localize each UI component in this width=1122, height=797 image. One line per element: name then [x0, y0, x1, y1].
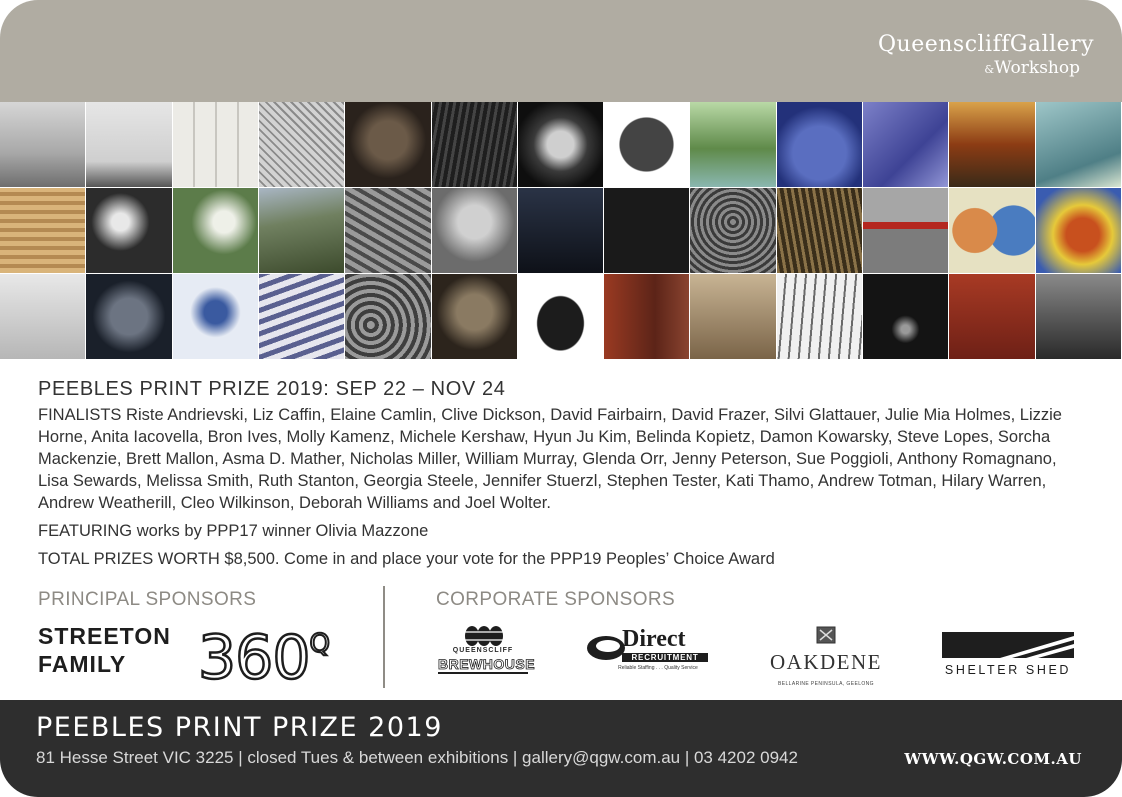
- prize-info: [38, 376, 1088, 570]
- artwork-tile-birds-over-towers: [86, 102, 172, 188]
- artwork-tile-blue-arched-window: [777, 102, 863, 188]
- artwork-tile-foliage-texture: [345, 274, 431, 360]
- artwork-tile-owl-close-up: [432, 274, 518, 360]
- footer-title: PEEBLES PRINT PRIZE 2019: [36, 712, 443, 743]
- streeton-line2: FAMILY: [38, 651, 127, 677]
- artwork-tile-red-brown-texture: [604, 274, 690, 360]
- brewhouse-top-text: QUEENSCLIFF: [452, 647, 514, 654]
- direct-tagline: Reliable Staffing . . . Quality Service: [618, 665, 698, 671]
- artwork-tile-circular-faces: [949, 188, 1035, 274]
- featuring-text: works by PPP17 winner Olivia Mazzone: [136, 522, 429, 540]
- artwork-tile-wood-grain-clouds: [0, 188, 86, 274]
- direct-swoosh-icon: [586, 632, 626, 664]
- artwork-tile-black-vase-bird: [518, 274, 604, 360]
- logo-line1: QueenscliffGallery: [878, 32, 1095, 57]
- footer-address: 81 Hesse Street VIC 3225 | closed Tues & between exhibitions | gallery@qgw.com.au | 03 4202 0942: [36, 748, 798, 767]
- direct-sub-text: RECRUITMENT: [622, 653, 708, 662]
- artwork-tile-mountain-landscape: [259, 188, 345, 274]
- artwork-tile-red-strip-figures: [863, 188, 949, 274]
- prizes-paragraph: TOTAL PRIZES WORTH $8,500. Come in and place your vote for the PPP19 Peoples’ Choice Award: [38, 550, 775, 568]
- sponsor-divider: [383, 586, 385, 688]
- gallery-logo: [878, 32, 1095, 80]
- header-bar: [0, 0, 1122, 102]
- artwork-tile-white-tree-blue-sky: [1036, 102, 1122, 188]
- finalists-paragraph: [38, 404, 1088, 514]
- direct-recruitment-logo: [586, 626, 710, 674]
- finalists-label: FINALISTS: [38, 406, 122, 424]
- artwork-tile-drawing-grid: [173, 102, 259, 188]
- artwork-tile-wheat-stalks: [777, 188, 863, 274]
- artwork-tile-building-window-lines: [777, 274, 863, 360]
- artwork-tile-aerial-town-map: [259, 102, 345, 188]
- featuring-label: FEATURING: [38, 522, 133, 540]
- artwork-tile-white-birds-green: [173, 188, 259, 274]
- finalists-list: Riste Andrievski, Liz Caffin, Elaine Camlin, Clive Dickson, David Fairbairn, David Frazer, Silvi Glattauer, Julie Mia Holmes, Lizzie Horne, Anita Iacovella, Bron Ives, Molly Kamenz, Michele Kershaw, Hyun Ju Kim, Belinda Kopietz, Damon Kowarsky, Steve Lopes, Sorcha Mackenzie, Brett Mallon, Asma D. Mather, Nicholas Miller, William Murray, Glenda Orr, Jenny Peterson, Sue Poggioli, Anthony Romagnano, Lisa Sewards, Melissa Smith, Ruth Stanton, Georgia Steele, Jennifer Stuerzl, Stephen Tester, Kati Thamo, Andrew Totman, Hilary Warren, Andrew Weatherill, Cleo Wilkinson, Deborah Williams and Joel Wolter.: [38, 406, 1062, 512]
- artwork-tile-ornate-blue-vessel: [173, 274, 259, 360]
- artwork-tile-cupped-hands: [518, 102, 604, 188]
- artwork-tile-patterned-collage: [345, 188, 431, 274]
- shelter-shed-text: SHELTER SHED: [944, 663, 1072, 677]
- prize-title: PEEBLES PRINT PRIZE 2019: SEP 22 – NOV 24: [38, 378, 506, 400]
- oakdene-emblem-icon: [816, 626, 836, 644]
- shelter-shed-logo: [940, 628, 1076, 680]
- artwork-tile-green-tree-fringe: [690, 102, 776, 188]
- logo-360-mark: Q: [309, 629, 329, 659]
- artwork-tile-orange-drip-landscape: [949, 102, 1035, 188]
- artwork-tile-white-leaves-black: [86, 188, 172, 274]
- featuring-paragraph: [38, 520, 1088, 542]
- artwork-tile-dark-trees-lines: [432, 102, 518, 188]
- shelter-roof-icon: [940, 628, 1076, 660]
- artwork-tile-dark-seascape: [1036, 274, 1122, 360]
- artwork-tile-dark-leaves-oval: [86, 274, 172, 360]
- logo-line2: [878, 58, 1080, 80]
- streeton-line1: STREETON: [38, 623, 171, 649]
- oakdene-subtitle: BELLARINE PENINSULA, GEELONG: [778, 681, 874, 687]
- artwork-tile-engraving-bare-trees: [0, 102, 86, 188]
- artwork-tile-dark-object-spotlight: [863, 274, 949, 360]
- artwork-tile-white-cross: [604, 188, 690, 274]
- logo-360: [198, 612, 329, 693]
- artwork-tile-red-horse-figure: [949, 274, 1035, 360]
- artwork-tile-blue-abstract: [863, 102, 949, 188]
- direct-text: Direct: [622, 626, 686, 652]
- artwork-tile-dark-blue-texture: [518, 188, 604, 274]
- logo-line2-text: Workshop: [994, 58, 1080, 78]
- oakdene-logo: [764, 626, 888, 690]
- artwork-tile-swirling-tree: [690, 188, 776, 274]
- logo-amp: &: [984, 63, 995, 76]
- streeton-family-logo: [38, 622, 171, 678]
- artwork-tile-sepia-building: [690, 274, 776, 360]
- oakdene-text: OAKDENE: [770, 650, 882, 674]
- brewhouse-logo: [438, 624, 536, 680]
- artwork-tile-dark-woodcut-figure: [345, 102, 431, 188]
- artwork-tile-portrait-man: [432, 188, 518, 274]
- artwork-tile-yellow-abstract-figure: [1036, 188, 1122, 274]
- footer-website-link[interactable]: WWW.QGW.COM.AU: [904, 750, 1082, 768]
- artwork-mosaic: [0, 102, 1122, 360]
- footer-bar: [0, 700, 1122, 797]
- brewhouse-text: BREWHOUSE: [438, 656, 536, 672]
- logo-360-number: 360: [198, 623, 310, 693]
- artwork-tile-circular-world-map: [604, 102, 690, 188]
- principal-sponsors-label: PRINCIPAL SPONSORS: [38, 589, 257, 610]
- corporate-sponsors-label: CORPORATE SPONSORS: [436, 589, 676, 610]
- artwork-tile-parachute-couple: [0, 274, 86, 360]
- artwork-tile-marbled-swirl: [259, 274, 345, 360]
